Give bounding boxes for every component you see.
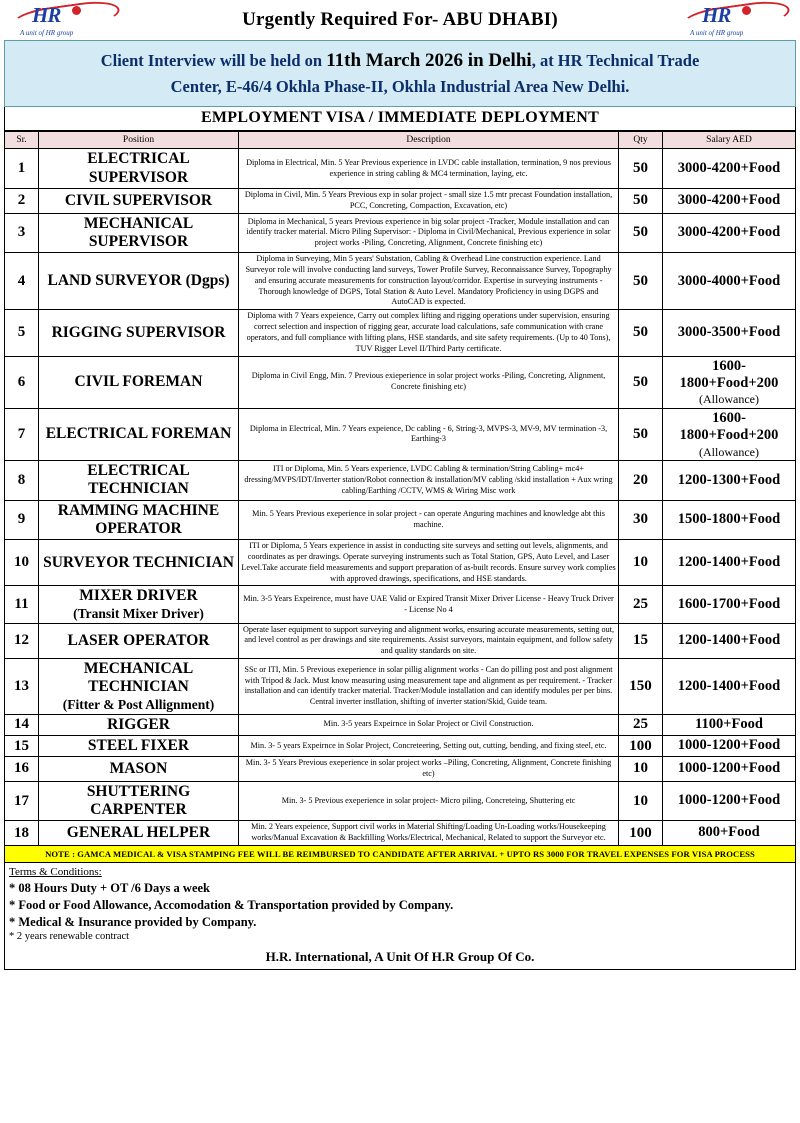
position-title: MIXER DRIVER	[79, 587, 198, 605]
cell-sr: 18	[5, 821, 39, 846]
salary-amount: 3000-4000+Food	[677, 272, 781, 289]
terms-item: * Food or Food Allowance, Accomodation & Transportation provided by Company.	[9, 897, 454, 912]
cell-qty: 10	[619, 757, 663, 782]
salary-amount: 3000-4200+Food	[677, 224, 781, 241]
cell-sr: 9	[5, 500, 39, 540]
cell-sr: 3	[5, 213, 39, 253]
position-title: STEEL FIXER	[87, 736, 190, 754]
position-title: ELECTRICAL SUPERVISOR	[87, 150, 190, 186]
position-title: MECHANICAL TECHNICIAN	[83, 660, 194, 696]
logo-left	[10, 3, 120, 37]
cell-position	[39, 714, 239, 735]
cell-salary	[663, 149, 796, 189]
cell-salary	[663, 500, 796, 540]
cell-position	[39, 821, 239, 846]
cell-sr: 6	[5, 356, 39, 408]
table-row	[5, 540, 796, 586]
position-title: ELECTRICAL FOREMAN	[45, 425, 232, 443]
cell-description: Min. 3- 5 years Expeirnce in Solar Project, Concreteering, Setting out, cutting, bending, and fixing steel, etc.	[239, 735, 619, 756]
column-header-sr: Sr.	[5, 132, 39, 149]
cell-sr: 8	[5, 460, 39, 500]
cell-salary	[663, 213, 796, 253]
cell-position	[39, 253, 239, 310]
table-row	[5, 623, 796, 658]
cell-description: Min. 5 Years Previous exeperience in solar project - can operate Anguring machines and knowledge abt this machine.	[239, 500, 619, 540]
column-header-salary: Salary AED	[663, 132, 796, 149]
cell-sr: 7	[5, 408, 39, 460]
logo-right	[680, 3, 790, 37]
table-row	[5, 149, 796, 189]
cell-position	[39, 213, 239, 253]
interview-banner	[4, 40, 796, 107]
column-header-position: Position	[39, 132, 239, 149]
cell-position	[39, 735, 239, 756]
position-title: CIVIL FOREMAN	[74, 373, 203, 391]
cell-position	[39, 781, 239, 821]
salary-amount: 1000-1200+Food	[677, 737, 781, 754]
cell-salary	[663, 781, 796, 821]
cell-qty: 25	[619, 586, 663, 623]
position-title: LASER OPERATOR	[67, 631, 210, 649]
position-title: SURVEYOR TECHNICIAN	[43, 553, 234, 571]
jobs-table	[4, 131, 796, 846]
column-header-qty: Qty	[619, 132, 663, 149]
cell-salary	[663, 659, 796, 714]
cell-qty: 25	[619, 714, 663, 735]
cell-salary	[663, 408, 796, 460]
salary-amount: 1600-1700+Food	[677, 595, 781, 612]
cell-salary	[663, 757, 796, 782]
cell-salary	[663, 253, 796, 310]
cell-description: Diploma in Electrical, Min. 5 Year Previous experience in LVDC cable installation, termination, 9 nos previous experience in string cabling & MC4 termination, laying, etc.	[239, 149, 619, 189]
table-row	[5, 735, 796, 756]
cell-description: ITI or Diploma, Min. 5 Years experience, LVDC Cabling & termination/String Cabling+ mc4+ dressing/MVPS/IDT/Inverter station/Robot connection & installation/MV cabling /skid installation + Aux wring cabling/Earthing /CCTV, WMS & Wiring Misc work	[239, 460, 619, 500]
cell-description: Diploma in Surveying, Min 5 years' Substation, Cabling & Overhead Line construction experience. Land Surveyor role will involve conducting land surveys, Tower Profile Survey, Reconnaissance Survey, Topography and ensuring accurate measurements for construction layout/corridor. Expertise in surveying instruments - Thorough knowledge of DGPS, Total Station & Auto Level. Mandatory Proficiency in using DGPS and AutoCAD is expected.	[239, 253, 619, 310]
cell-description: Diploma in Civil, Min. 5 Years Previous exp in solar project - small size 1.5 mtr precast Foundation installation, PCC, Concreting, Compaction, Excavation, etc)	[239, 188, 619, 213]
cell-qty: 30	[619, 500, 663, 540]
logo-right-tagline: A unit of HR group	[690, 29, 744, 37]
cell-qty: 50	[619, 310, 663, 356]
cell-description: Min. 2 Years expeience, Support civil works in Material Shifting/Loading Un-Loading works/Housekeeping works/Manual Excavation & Backfilling Works/Electrical, Mechanical, Related to support the Surveyor etc.	[239, 821, 619, 846]
cell-qty: 50	[619, 356, 663, 408]
banner-interview-date: 11th March 2026 in Delhi	[326, 50, 532, 71]
salary-amount: 3000-4200+Food	[677, 192, 781, 209]
cell-description: Diploma with 7 Years expeience, Carry out complex lifting and rigging operations under supervision, ensuring correct selection and inspection of rigging gear, accurate load calculations, safe communication with crane operators, and full compliance with lifting plans, HSE standards, and site safety requirements. (Up to 40 Tons), TUV Rigger Level II/Third Party certificate.	[239, 310, 619, 356]
table-row	[5, 310, 796, 356]
cell-description: Diploma in Mechanical, 5 years Previous experience in big solar project -Tracker, Module installation and can identify tracker material. Micro Piling Supervisor: - Diploma in Civil/Mechanical, Previous experience in solar project works -Piling, Concreting, Alignment, Concrete finishing etc)	[239, 213, 619, 253]
terms-section	[4, 863, 796, 970]
position-subtitle: (Fitter & Post Allignment)	[62, 696, 215, 712]
cell-description: ITI or Diploma, 5 Years experience in assist in conducting site surveys and setting out levels, alignments, and coordinates as per drawings. Operate surveying instruments such as Total Station, GPS, Auto Level, and Laser Level.Take accurate field measurements and support preparation of as-built records. Ensure survey work complies with approved drawings, specifications, and HSE standards.	[239, 540, 619, 586]
salary-amount: 3000-4200+Food	[677, 159, 781, 176]
table-row	[5, 253, 796, 310]
logo-dot-icon	[72, 6, 81, 15]
cell-description: Min. 3-5 years Expeirnce in Solar Project or Civil Construction.	[239, 714, 619, 735]
cell-salary	[663, 714, 796, 735]
cell-description: Diploma in Electrical, Min. 7 Years expeience, Dc cabling - 6, String-3, MVPS-3, MV-9, MV termination -3, Earthing-3	[239, 408, 619, 460]
salary-amount: 1600-1800+Food+200	[679, 357, 779, 392]
banner-line1-post: , at HR Technical Trade	[531, 51, 700, 70]
salary-amount: 1100+Food	[695, 716, 763, 733]
cell-sr: 14	[5, 714, 39, 735]
cell-salary	[663, 188, 796, 213]
cell-position	[39, 623, 239, 658]
position-title: RAMMING MACHINE OPERATOR	[57, 501, 220, 537]
cell-position	[39, 408, 239, 460]
company-footer: H.R. International, A Unit Of H.R Group Of Co.	[265, 948, 535, 964]
table-row	[5, 714, 796, 735]
salary-allowance: (Allowance)	[699, 444, 759, 459]
table-row	[5, 821, 796, 846]
table-header-row	[5, 132, 796, 149]
position-title: SHUTTERING CARPENTER	[86, 782, 191, 819]
table-row	[5, 213, 796, 253]
cell-sr: 17	[5, 781, 39, 821]
salary-amount: 1200-1400+Food	[677, 554, 781, 571]
salary-amount: 1500-1800+Food	[677, 511, 781, 528]
cell-sr: 2	[5, 188, 39, 213]
terms-item: * 08 Hours Duty + OT /6 Days a week	[9, 880, 211, 895]
salary-amount: 1200-1400+Food	[677, 632, 781, 649]
cell-position	[39, 188, 239, 213]
cell-salary	[663, 356, 796, 408]
cell-qty: 20	[619, 460, 663, 500]
cell-position	[39, 460, 239, 500]
reimbursement-note: NOTE : GAMCA MEDICAL & VISA STAMPING FEE WILL BE REIMBURSED TO CANDIDATE AFTER ARRIVAL + UPTO RS 3000 FOR TRAVEL EXPENSES FOR VISA PROCESS	[4, 846, 796, 863]
cell-description: Min. 3- 5 Previous exeperience in solar project- Micro piling, Concreteing, Shuttering etc	[239, 781, 619, 821]
cell-sr: 16	[5, 757, 39, 782]
position-title: RIGGER	[107, 715, 170, 733]
cell-sr: 13	[5, 659, 39, 714]
cell-salary	[663, 821, 796, 846]
cell-sr: 1	[5, 149, 39, 189]
salary-allowance: (Allowance)	[699, 392, 759, 407]
salary-amount: 800+Food	[698, 824, 760, 841]
cell-qty: 10	[619, 540, 663, 586]
table-row	[5, 356, 796, 408]
document-header	[4, 2, 796, 38]
position-subtitle: (Transit Mixer Driver)	[73, 605, 204, 621]
cell-qty: 50	[619, 213, 663, 253]
salary-amount: 1200-1300+Food	[677, 471, 781, 488]
cell-qty: 50	[619, 408, 663, 460]
cell-qty: 150	[619, 659, 663, 714]
position-title: MASON	[109, 759, 168, 777]
cell-position	[39, 757, 239, 782]
salary-amount: 3000-3500+Food	[677, 324, 781, 341]
salary-amount: 1200-1400+Food	[677, 677, 781, 694]
cell-sr: 15	[5, 735, 39, 756]
cell-description: Operate laser equipment to support surveying and alignment works, ensuring accurate measurements, setting out, and level control as per drawings and site requirements. Assist surveyors, maintain equipment, and follow safety and quality standards on site.	[239, 623, 619, 658]
cell-sr: 12	[5, 623, 39, 658]
cell-salary	[663, 310, 796, 356]
cell-salary	[663, 540, 796, 586]
salary-amount: 1600-1800+Food+200	[679, 409, 779, 444]
cell-sr: 11	[5, 586, 39, 623]
cell-position	[39, 540, 239, 586]
cell-position	[39, 149, 239, 189]
cell-qty: 100	[619, 821, 663, 846]
cell-qty: 50	[619, 188, 663, 213]
cell-salary	[663, 586, 796, 623]
table-row	[5, 188, 796, 213]
table-row	[5, 460, 796, 500]
cell-salary	[663, 735, 796, 756]
salary-amount: 1000-1200+Food	[677, 760, 781, 777]
table-row	[5, 659, 796, 714]
position-title: CIVIL SUPERVISOR	[64, 191, 213, 209]
terms-item: * 2 years renewable contract	[9, 931, 130, 943]
cell-position	[39, 586, 239, 623]
cell-position	[39, 659, 239, 714]
cell-description: Diploma in Civil Engg, Min. 7 Previous exieperience in solar project works -Piling, Concreting, Alignment, Concrete finishing etc)	[239, 356, 619, 408]
cell-qty: 50	[619, 149, 663, 189]
banner-line-1	[15, 48, 785, 75]
banner-line1-pre: Client Interview will be held on	[100, 51, 327, 70]
cell-qty: 50	[619, 253, 663, 310]
cell-position	[39, 356, 239, 408]
table-row	[5, 757, 796, 782]
terms-item: * Medical & Insurance provided by Company.	[9, 914, 257, 929]
cell-description: Min. 3- 5 Years Previous exeperience in solar project works –Piling, Concreting, Alignment, Concrete finishing etc)	[239, 757, 619, 782]
position-title: RIGGING SUPERVISOR	[51, 323, 226, 341]
section-title: EMPLOYMENT VISA / IMMEDIATE DEPLOYMENT	[4, 107, 796, 131]
salary-amount: 1000-1200+Food	[677, 792, 781, 809]
cell-position	[39, 500, 239, 540]
table-row	[5, 500, 796, 540]
cell-sr: 10	[5, 540, 39, 586]
terms-heading: Terms & Conditions:	[9, 866, 102, 879]
cell-description: SSc or ITI, Min. 5 Previous exeperience in solar pillig alignment works - Can do pilling post and post alignment with Tripod & Jack. Must know measuring using measurement tape and alignment as per requirement. - Tracker installation and can identify tracker material. Tracker/Module installation and can identify modules per per bins. Central inverter instllation, shifting of inverter station/Skid, Guide team.	[239, 659, 619, 714]
table-row	[5, 781, 796, 821]
banner-line-2: Center, E-46/4 Okhla Phase-II, Okhla Industrial Area New Delhi.	[170, 76, 630, 96]
cell-sr: 4	[5, 253, 39, 310]
column-header-description: Description	[239, 132, 619, 149]
logo-dot-icon	[742, 6, 751, 15]
position-title: GENERAL HELPER	[66, 824, 211, 842]
cell-salary	[663, 623, 796, 658]
cell-qty: 10	[619, 781, 663, 821]
cell-salary	[663, 460, 796, 500]
position-title: ELECTRICAL TECHNICIAN	[87, 461, 190, 498]
logo-right-mark: HR	[702, 3, 731, 27]
table-row	[5, 586, 796, 623]
page-title: Urgently Required For- ABU DHABI)	[242, 9, 558, 30]
position-title: LAND SURVEYOR (Dgps)	[47, 272, 230, 290]
cell-qty: 15	[619, 623, 663, 658]
logo-left-mark: HR	[32, 3, 61, 27]
table-row	[5, 408, 796, 460]
cell-description: Min. 3-5 Years Expeirence, must have UAE Valid or Expired Transit Mixer Driver License - Heavy Truck Driver - License No 4	[239, 586, 619, 623]
cell-sr: 5	[5, 310, 39, 356]
cell-position	[39, 310, 239, 356]
cell-qty: 100	[619, 735, 663, 756]
position-title: MECHANICAL SUPERVISOR	[83, 214, 194, 250]
logo-left-tagline: A unit of HR group	[20, 29, 74, 37]
